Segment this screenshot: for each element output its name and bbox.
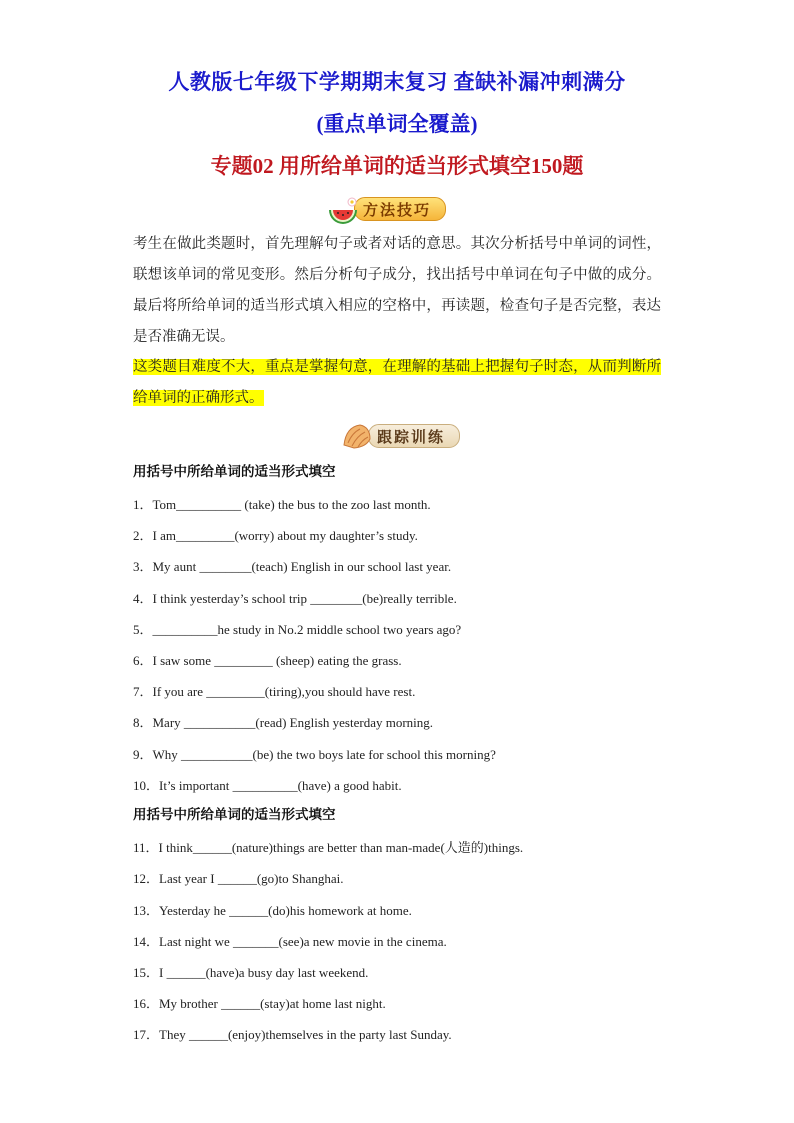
title-line-2: (重点单词全覆盖) <box>316 112 478 136</box>
question-item-16: 16．My brother ______(stay)at home last night. <box>133 996 386 1011</box>
question-item-10: 10．It’s important __________(have) a good habit. <box>133 778 402 793</box>
key-point-paragraph <box>133 352 661 414</box>
title-line-1: 人教版七年级下学期期末复习 查缺补漏冲刺满分 <box>168 70 626 94</box>
question-item-13: 13．Yesterday he ______(do)his homework at home. <box>133 903 412 918</box>
section-heading-2: 用括号中所给单词的适当形式填空 <box>133 807 336 822</box>
method-badge <box>326 194 446 224</box>
question-item-9: 9．Why ___________(be) the two boys late for school this morning? <box>133 747 496 762</box>
title-line-3: 专题02 用所给单词的适当形式填空150题 <box>210 154 584 178</box>
question-item-5: 5．__________he study in No.2 middle school two years ago? <box>133 622 462 637</box>
question-item-4: 4．I think yesterday’s school trip ________(be)really terrible. <box>133 591 457 606</box>
shell-icon <box>340 421 374 451</box>
method-badge-label: 方法技巧 <box>354 197 446 221</box>
question-item-7: 7．If you are _________(tiring),you should have rest. <box>133 684 416 699</box>
question-item-8: 8．Mary ___________(read) English yesterday morning. <box>133 715 434 730</box>
question-item-17: 17．They ______(enjoy)themselves in the party last Sunday. <box>133 1027 452 1042</box>
question-item-15: 15．I ______(have)a busy day last weekend. <box>133 965 369 980</box>
question-item-3: 3．My aunt ________(teach) English in our school last year. <box>133 559 452 574</box>
question-item-14: 14．Last night we _______(see)a new movie in the cinema. <box>133 934 447 949</box>
method-paragraph: 考生在做此类题时，首先理解句子或者对话的意思。其次分析括号中单词的词性，联想该单词的常见变形。然后分析句子成分，找出括号中单词在句子中做的成分。最后将所给单词的适当形式填入相应的空格中，再读题，检查句子是否完整，表达是否准确无误。 <box>133 236 661 345</box>
question-item-1: 1．Tom__________ (take) the bus to the zoo last month. <box>133 497 431 512</box>
question-item-12: 12．Last year I ______(go)to Shanghai. <box>133 871 344 886</box>
highlighted-text: 这类题目难度不大，重点是掌握句意，在理解的基础上把握句子时态，从而判断所给单词的正确形式。 <box>133 359 661 406</box>
watermelon-flower-icon <box>326 194 360 224</box>
question-item-2: 2．I am_________(worry) about my daughter’s study. <box>133 528 418 543</box>
question-item-6: 6．I saw some _________ (sheep) eating the grass. <box>133 653 402 668</box>
training-badge-label: 跟踪训练 <box>368 424 460 448</box>
training-badge <box>340 421 460 451</box>
section-heading-1: 用括号中所给单词的适当形式填空 <box>133 464 336 479</box>
question-item-11: 11．I think______(nature)things are better than man-made(人造的)things. <box>133 840 524 855</box>
